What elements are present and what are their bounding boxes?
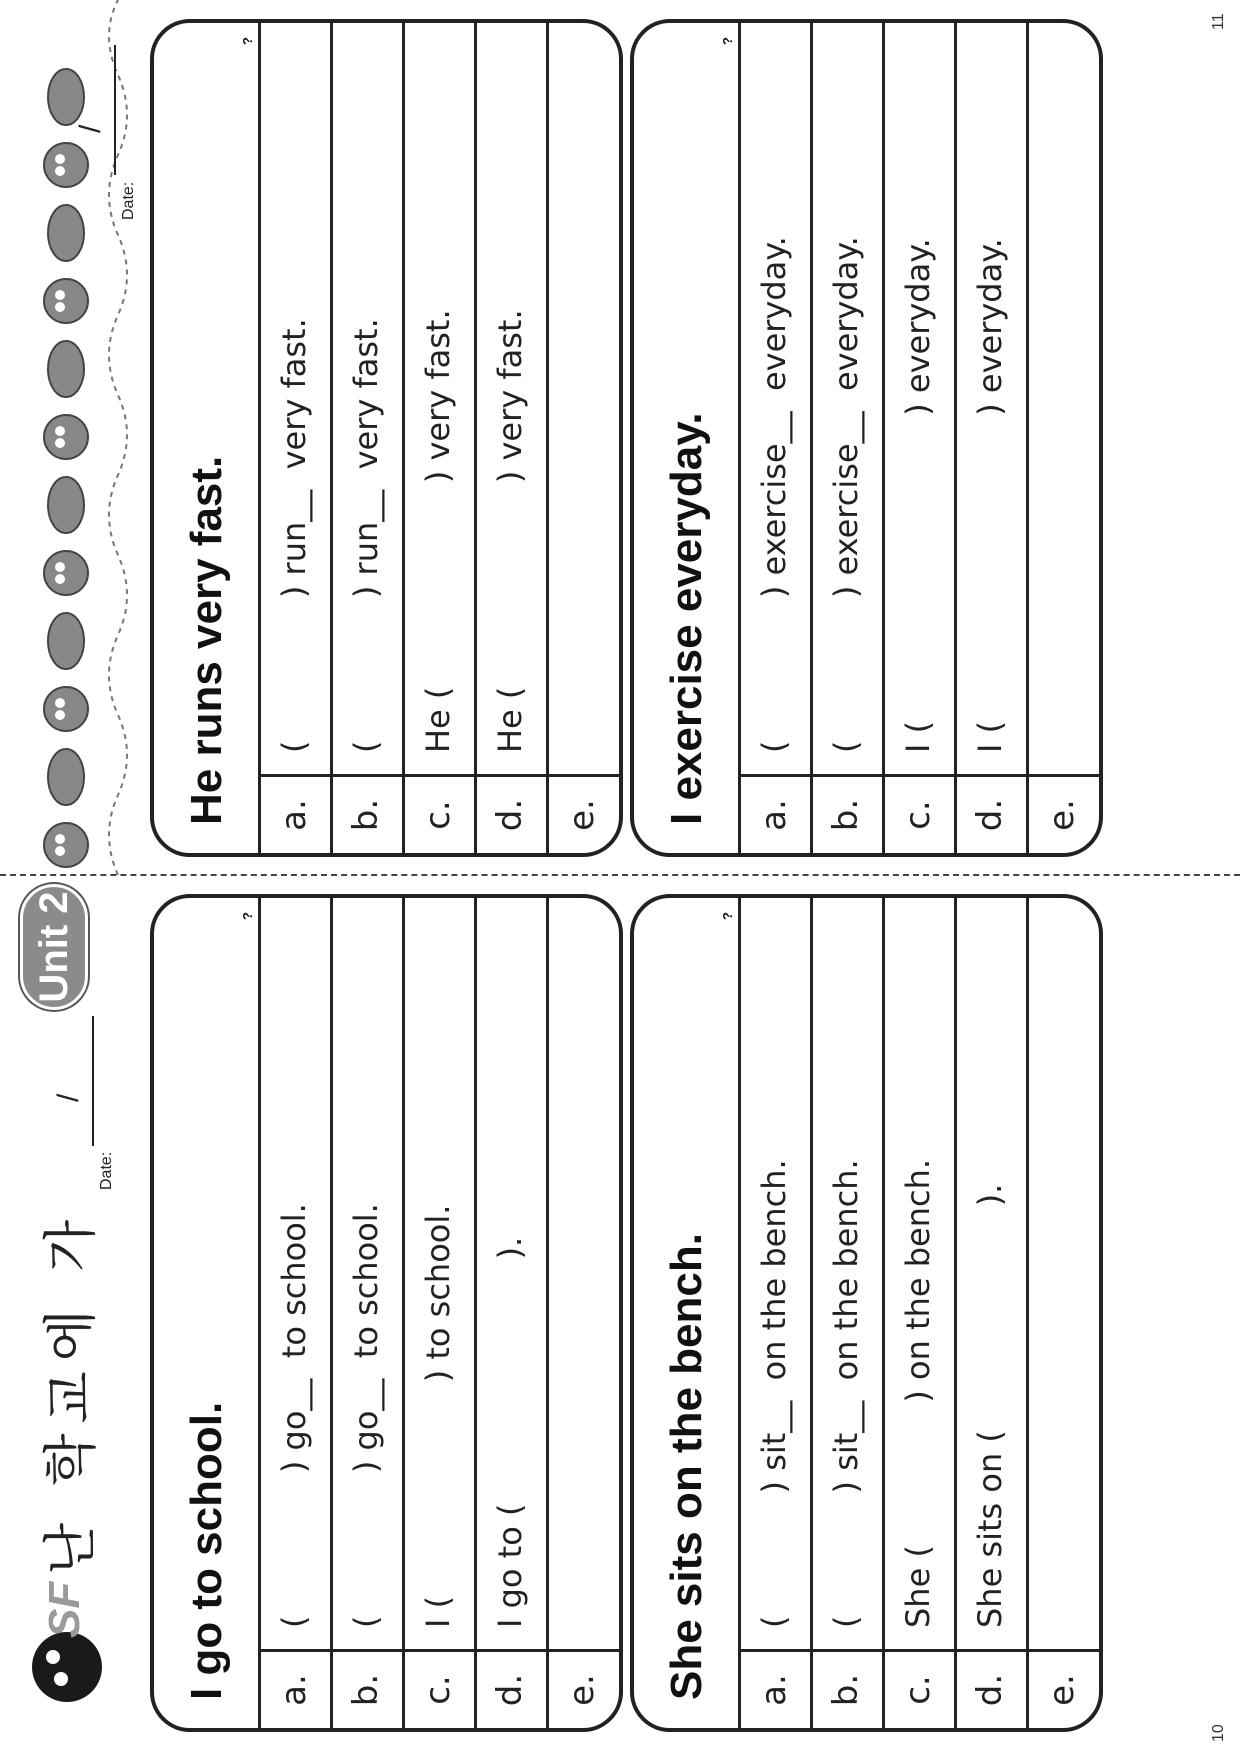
exercise-row xyxy=(1026,23,1098,853)
exercise-row xyxy=(810,898,882,1728)
left-header xyxy=(0,875,150,1750)
date-separator: / xyxy=(74,124,107,133)
question-mark: ? xyxy=(720,37,735,45)
exercise-title: I exercise everyday. xyxy=(662,412,711,825)
unit-badge: Unit 2 xyxy=(20,884,88,1010)
exercise-row xyxy=(474,898,546,1728)
page-number: 11 xyxy=(1210,13,1227,30)
exercise-row xyxy=(738,23,810,853)
row-label: c. xyxy=(418,800,458,830)
left-page xyxy=(0,875,1240,1750)
exercise-box-2 xyxy=(630,894,1103,1732)
row-label: a. xyxy=(754,1674,794,1706)
exercise-row xyxy=(810,23,882,853)
page-title: 난 학교에 가 xyxy=(39,1209,102,1575)
row-prompt[interactable]: She ( ) on the bench. xyxy=(899,1158,937,1628)
exercise-row xyxy=(954,23,1026,853)
exercise-box-1 xyxy=(150,894,623,1732)
row-prompt[interactable]: He ( ) very fast. xyxy=(419,309,457,753)
date-field[interactable] xyxy=(92,1016,94,1146)
row-label: e. xyxy=(1042,799,1082,831)
exercise-row xyxy=(402,23,474,853)
row-prompt[interactable]: ( ) run__ very fast. xyxy=(347,318,385,753)
exercise-row xyxy=(882,23,954,853)
row-prompt[interactable]: ( ) go__ to school. xyxy=(275,1203,313,1628)
row-label: b. xyxy=(826,1673,866,1707)
row-label: e. xyxy=(562,799,602,831)
date-separator: / xyxy=(52,1093,85,1102)
row-prompt[interactable]: I ( ) everyday. xyxy=(899,238,937,753)
row-label: a. xyxy=(274,799,314,831)
exercise-row xyxy=(738,898,810,1728)
row-prompt[interactable]: I ( ) to school. xyxy=(419,1204,457,1628)
row-label: d. xyxy=(970,798,1010,832)
exercise-row xyxy=(954,898,1026,1728)
row-label: c. xyxy=(898,800,938,830)
row-label: b. xyxy=(346,798,386,832)
page-number: 10 xyxy=(1210,1724,1227,1742)
exercise-row xyxy=(546,898,618,1728)
row-label: d. xyxy=(490,798,530,832)
row-label: b. xyxy=(346,1673,386,1707)
row-label: b. xyxy=(826,798,866,832)
row-label: c. xyxy=(418,1675,458,1705)
row-label: d. xyxy=(970,1673,1010,1707)
row-prompt[interactable]: She sits on ( ). xyxy=(971,1183,1009,1628)
row-label: e. xyxy=(562,1674,602,1706)
row-prompt[interactable]: ( ) sit__ on the bench. xyxy=(755,1159,793,1628)
exercise-row xyxy=(546,23,618,853)
row-label: a. xyxy=(754,799,794,831)
alien-border-decoration-icon xyxy=(0,0,140,875)
exercise-row xyxy=(330,898,402,1728)
row-prompt[interactable]: He ( ) very fast. xyxy=(491,309,529,753)
exercise-title: He runs very fast. xyxy=(182,455,231,825)
row-prompt[interactable]: I go to ( ). xyxy=(491,1236,529,1628)
question-mark: ? xyxy=(720,912,735,920)
row-prompt[interactable]: ( ) exercise__ everyday. xyxy=(827,236,865,753)
exercise-row xyxy=(474,23,546,853)
exercise-row xyxy=(402,898,474,1728)
row-label: d. xyxy=(490,1673,530,1707)
date-label: Date: xyxy=(98,1151,115,1190)
exercise-row xyxy=(1026,898,1098,1728)
row-label: e. xyxy=(1042,1674,1082,1706)
question-mark: ? xyxy=(240,912,255,920)
exercise-box-4 xyxy=(630,19,1103,857)
question-mark: ? xyxy=(240,37,255,45)
exercise-row xyxy=(258,23,330,853)
exercise-row xyxy=(882,898,954,1728)
row-label: c. xyxy=(898,1675,938,1705)
row-prompt[interactable]: ( ) run__ very fast. xyxy=(275,318,313,753)
row-prompt[interactable]: ( ) sit__ on the bench. xyxy=(827,1159,865,1628)
exercise-row xyxy=(330,23,402,853)
date-field[interactable] xyxy=(114,45,116,175)
row-prompt[interactable]: I ( ) everyday. xyxy=(971,238,1009,753)
logo-text: SF xyxy=(40,1581,89,1638)
row-label: a. xyxy=(274,1674,314,1706)
row-prompt[interactable]: ( ) go__ to school. xyxy=(347,1203,385,1628)
exercise-title: She sits on the bench. xyxy=(662,1233,711,1700)
alien-logo-icon xyxy=(32,1632,102,1702)
exercise-box-3 xyxy=(150,19,623,857)
exercise-title: I go to school. xyxy=(182,1401,231,1700)
date-label: Date: xyxy=(120,181,137,220)
exercise-row xyxy=(258,898,330,1728)
row-prompt[interactable]: ( ) exercise__ everyday. xyxy=(755,236,793,753)
